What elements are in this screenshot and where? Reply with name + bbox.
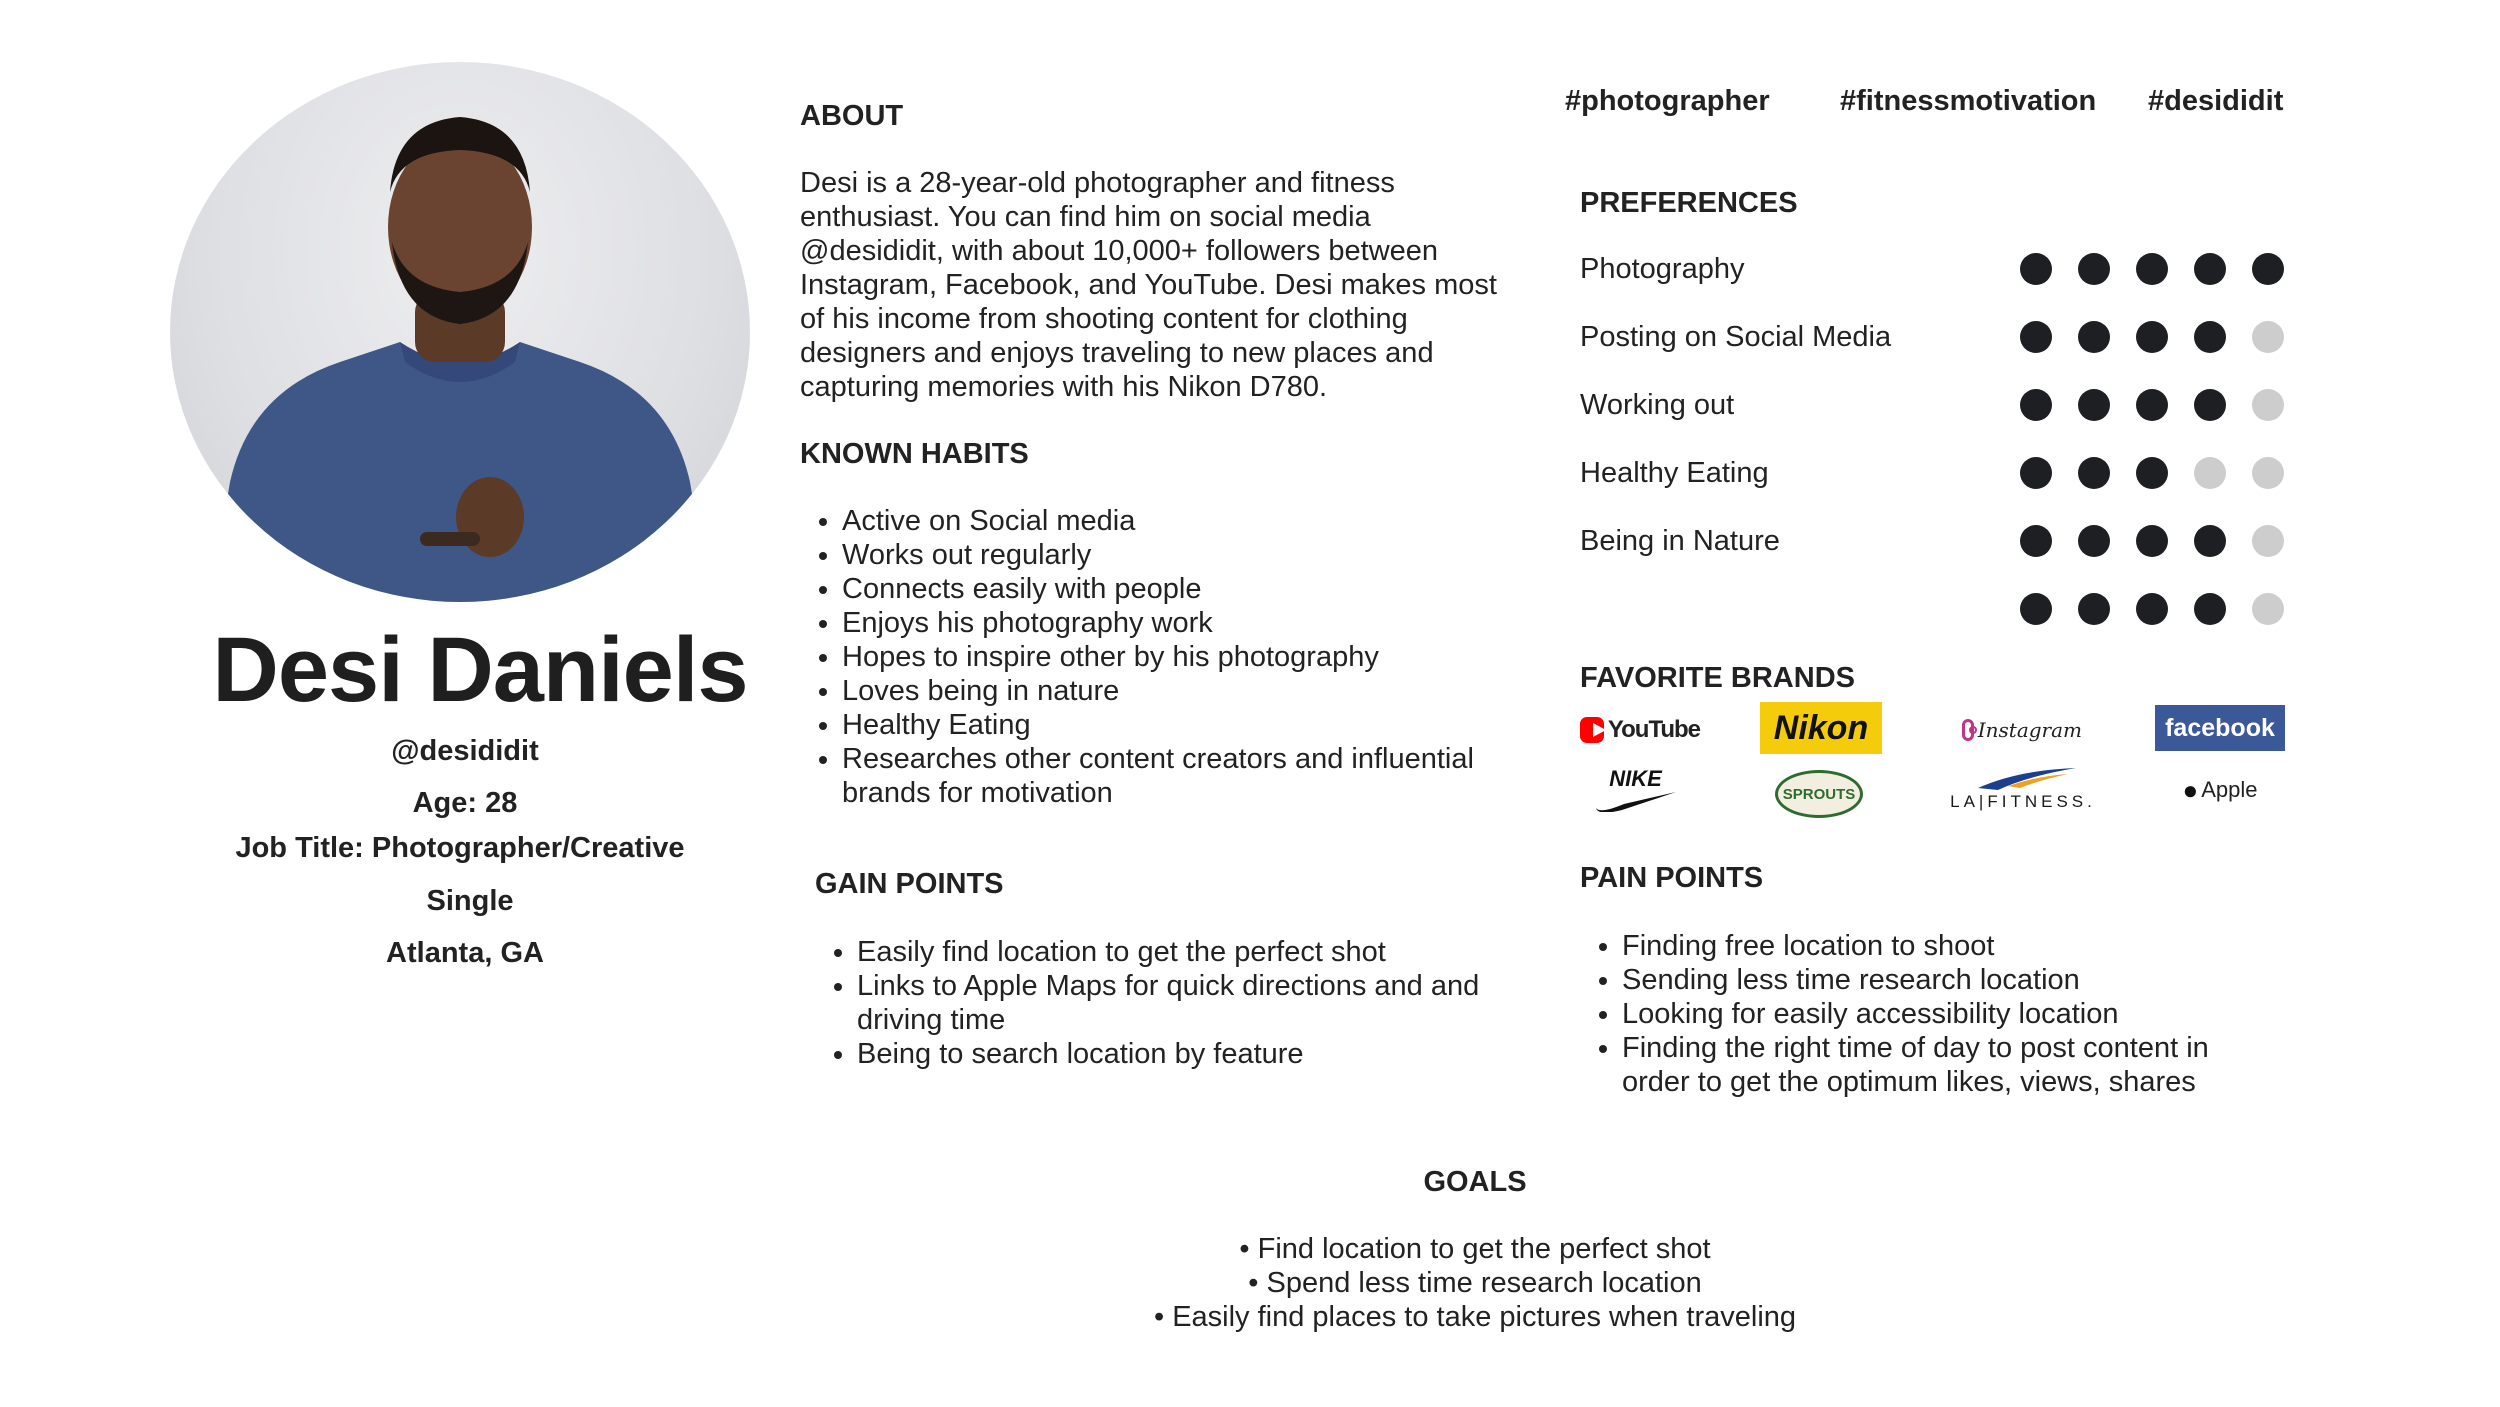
rating-dot [2020, 389, 2052, 421]
preference-label: Working out [1580, 389, 1735, 421]
list-item: • Find location to get the perfect shot [1239, 1233, 1711, 1265]
pain-points-heading: PAIN POINTS [1580, 862, 1764, 894]
rating-dot [2252, 389, 2284, 421]
nikon-logo: Nikon [1760, 702, 1882, 754]
list-item: • Enjoys his photography work [842, 606, 1560, 640]
list-item: • Healthy Eating [842, 708, 1560, 742]
rating-dot [2020, 593, 2052, 625]
list-item: • Sending less time research location [1622, 963, 2340, 997]
list-item: driving time [857, 1004, 1006, 1036]
goals-heading: GOALS [1423, 1166, 1527, 1198]
person-silhouette-icon [170, 62, 750, 602]
list-item: • Spend less time research location [1248, 1267, 1702, 1299]
lafitness-logo: LA|FITNESS. [1938, 760, 2108, 818]
rating-dot [2252, 525, 2284, 557]
list-item: • Active on Social media [842, 504, 1560, 538]
list-item: • Works out regularly [842, 538, 1560, 572]
rating-dot [2020, 253, 2052, 285]
rating-dot [2194, 389, 2226, 421]
persona-location: Atlanta, GA [386, 937, 544, 969]
persona-relationship-status: Single [426, 885, 514, 917]
persona-name: Desi Daniels [212, 619, 748, 721]
rating-dot [2136, 457, 2168, 489]
pain-points-list [1580, 929, 2340, 1099]
sprouts-logo: SPROUTS [1775, 770, 1863, 818]
rating-dot [2252, 593, 2284, 625]
about-text [800, 166, 1520, 404]
habits-heading: KNOWN HABITS [800, 438, 1029, 470]
about-line: enthusiast. You can find him on social media [800, 201, 1371, 233]
rating-dot [2078, 389, 2110, 421]
persona-age: Age: 28 [412, 787, 518, 819]
list-item: order to get the optimum likes, views, shares [1622, 1066, 2196, 1098]
youtube-play-icon [1580, 717, 1604, 743]
list-item: • Easily find location to get the perfect shot [857, 935, 1575, 969]
rating-dot [2194, 457, 2226, 489]
list-item: • Finding the right time of day to post content in [1622, 1031, 2340, 1065]
hashtag: #desididit [2148, 85, 2284, 117]
list-item: • Being to search location by feature [857, 1037, 1575, 1071]
lafitness-swoosh-icon [1968, 766, 2078, 792]
rating-dot [2020, 457, 2052, 489]
list-item: • Researches other content creators and influential [842, 742, 1560, 776]
rating-dot [2078, 457, 2110, 489]
about-line: Instagram, Facebook, and YouTube. Desi makes most [800, 269, 1497, 301]
rating-dot [2194, 593, 2226, 625]
gain-points-list [815, 935, 1575, 1071]
rating-dot [2252, 253, 2284, 285]
preference-label: Photography [1580, 253, 1745, 285]
nike-swoosh-icon [1594, 790, 1678, 812]
rating-dot [2136, 253, 2168, 285]
persona-job-title: Job Title: Photographer/Creative [235, 832, 685, 864]
rating-dot [2020, 321, 2052, 353]
list-item: • Easily find places to take pictures when traveling [1153, 1301, 1797, 1333]
rating-dot [2136, 593, 2168, 625]
profile-photo [170, 62, 750, 602]
preference-label: Being in Nature [1580, 525, 1780, 557]
rating-dot [2078, 593, 2110, 625]
about-line: capturing memories with his Nikon D780. [800, 371, 1328, 403]
apple-logo: ● Apple [2182, 774, 2258, 805]
list-item: • Links to Apple Maps for quick directions and and [857, 969, 1575, 1003]
rating-dot [2252, 321, 2284, 353]
rating-dot [2252, 457, 2284, 489]
facebook-logo: facebook [2155, 705, 2285, 751]
about-line: designers and enjoys traveling to new places and [800, 337, 1434, 369]
instagram-camera-icon [1962, 719, 1974, 741]
rating-dot [2194, 321, 2226, 353]
list-item: • Connects easily with people [842, 572, 1560, 606]
rating-dot [2136, 525, 2168, 557]
preference-label: Healthy Eating [1580, 457, 1769, 489]
rating-dot [2078, 253, 2110, 285]
hashtag: #photographer [1565, 85, 1770, 117]
list-item: • Finding free location to shoot [1622, 929, 2340, 963]
rating-dot [2136, 389, 2168, 421]
rating-dot [2136, 321, 2168, 353]
rating-dot [2194, 253, 2226, 285]
preference-label: Posting on Social Media [1580, 321, 1892, 353]
list-item: • Looking for easily accessibility location [1622, 997, 2340, 1031]
apple-icon: ● [2182, 774, 2199, 805]
list-item: • Hopes to inspire other by his photography [842, 640, 1560, 674]
goals-list [1000, 1232, 1950, 1334]
youtube-logo: YouTube [1580, 710, 1700, 750]
brands-heading: FAVORITE BRANDS [1580, 662, 1855, 694]
about-line: Desi is a 28-year-old photographer and fitness [800, 167, 1395, 199]
habits-list [800, 504, 1560, 810]
nike-logo: NIKE [1588, 765, 1683, 815]
rating-dot [2020, 525, 2052, 557]
gain-points-heading: GAIN POINTS [815, 868, 1004, 900]
persona-handle: @desididit [391, 735, 539, 767]
rating-dot [2078, 525, 2110, 557]
rating-dot [2194, 525, 2226, 557]
hashtag: #fitnessmotivation [1840, 85, 2097, 117]
list-item: • Loves being in nature [842, 674, 1560, 708]
about-line: of his income from shooting content for clothing [800, 303, 1408, 335]
about-heading: ABOUT [800, 100, 904, 132]
about-line: @desididit, with about 10,000+ followers between [800, 235, 1439, 267]
list-item: brands for motivation [842, 777, 1113, 809]
rating-dot [2078, 321, 2110, 353]
instagram-logo: Instagram [1962, 712, 2082, 748]
preferences-heading: PREFERENCES [1580, 187, 1798, 219]
